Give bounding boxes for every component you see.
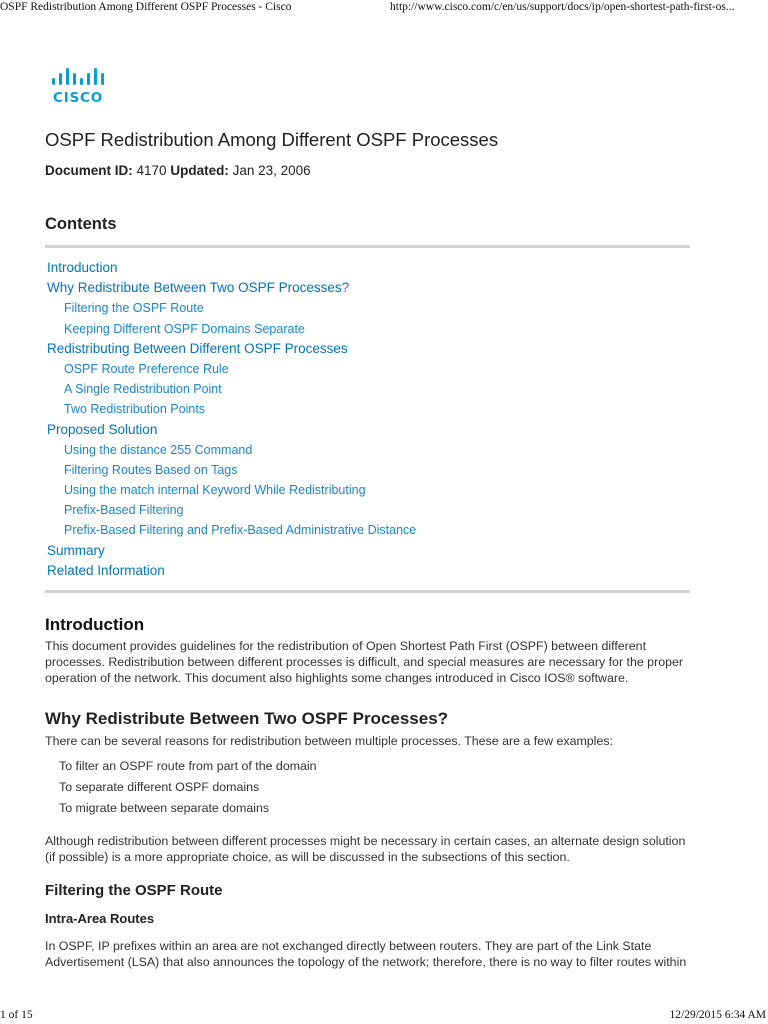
cisco-bridge-icon: [52, 67, 108, 87]
print-footer-datetime: 12/29/2015 6:34 AM: [669, 1009, 766, 1021]
toc-item: [47, 399, 687, 419]
toc-item: [47, 480, 687, 500]
introduction-section: [45, 615, 695, 635]
toc-item: [47, 258, 687, 278]
document-meta: [45, 163, 311, 178]
toc-item: [47, 541, 687, 561]
toc-item: [47, 440, 687, 460]
updated-value: Jan 23, 2006: [232, 163, 311, 178]
introduction-heading: Introduction: [45, 615, 145, 634]
toc-item: [47, 500, 687, 520]
toc-link-prefix-based-filtering[interactable]: Prefix-Based Filtering: [64, 503, 184, 518]
toc-item: [47, 379, 687, 399]
toc-link-route-preference-rule[interactable]: OSPF Route Preference Rule: [64, 361, 229, 376]
toc-link-match-internal[interactable]: Using the match internal Keyword While Redistributing: [64, 483, 366, 498]
toc-link-prefix-based-distance[interactable]: Prefix-Based Filtering and Prefix-Based Administrative Distance: [64, 523, 417, 538]
document-id-value: 4170: [136, 163, 167, 178]
contents-top-divider: [45, 245, 690, 248]
toc-link-distance-255[interactable]: Using the distance 255 Command: [64, 442, 253, 457]
cisco-logo[interactable]: [50, 67, 110, 107]
toc-item: [47, 298, 687, 318]
toc-item: [47, 278, 687, 298]
print-header-url: http://www.cisco.com/c/en/us/support/docs/ip/open-shortest-path-first-os...: [390, 1, 735, 13]
cisco-logo-text: CISCO: [53, 90, 104, 106]
toc-item: [47, 319, 687, 339]
list-item: To filter an OSPF route from part of the domain: [59, 759, 317, 773]
page-title: OSPF Redistribution Among Different OSPF Processes: [45, 129, 499, 150]
why-closing: Although redistribution between different processes might be necessary in certain cases, an alternate design solution (if possible) is a more appropriate choice, as will be discussed in the subsections of this section.: [45, 834, 686, 864]
toc-link-related-information[interactable]: Related Information: [47, 562, 165, 578]
toc-item: [47, 420, 687, 440]
toc-link-filtering-tags[interactable]: Filtering Routes Based on Tags: [64, 462, 238, 477]
toc-link-redistributing-between[interactable]: Redistributing Between Different OSPF Processes: [47, 340, 348, 356]
toc-item: [47, 359, 687, 379]
toc-item: [47, 460, 687, 480]
list-item: To migrate between separate domains: [59, 801, 270, 815]
contents-bottom-divider: [45, 590, 690, 593]
introduction-body: This document provides guidelines for the redistribution of Open Shortest Path First (OSPF) between different processes. Redistribution between different processes is difficult, and special measures are necessary for the proper operation of the network. This document also highlights some changes introduced in Cisco IOS® software.: [45, 639, 683, 685]
toc-link-introduction[interactable]: Introduction: [47, 260, 118, 275]
toc-item: [47, 339, 687, 359]
intra-area-heading: Intra-Area Routes: [45, 911, 155, 926]
intra-area-body: In OSPF, IP prefixes within an area are not exchanged directly between routers. They are part of the Link State Advertisement (LSA) that also announces the topology of the network; therefore, there is no way to filter routes within: [45, 939, 687, 969]
print-footer-page: 1 of 15: [0, 1009, 33, 1021]
updated-label: Updated:: [170, 163, 229, 178]
intra-area-subsection: [45, 911, 695, 926]
why-intro: There can be several reasons for redistribution between multiple processes. These are a few examples:: [45, 734, 613, 748]
filtering-section: [45, 882, 695, 899]
toc-link-proposed-solution[interactable]: Proposed Solution: [47, 421, 158, 437]
document-id-label: Document ID:: [45, 163, 133, 178]
toc-link-single-redistribution-point[interactable]: A Single Redistribution Point: [64, 382, 222, 397]
print-footer: [0, 1007, 768, 1023]
print-header: [0, 0, 768, 16]
toc-item: [47, 520, 687, 540]
toc-link-why-redistribute[interactable]: Why Redistribute Between Two OSPF Processes?: [47, 280, 350, 296]
why-bullet-list: [45, 756, 695, 819]
toc-item: [47, 561, 687, 581]
print-header-title: OSPF Redistribution Among Different OSPF Processes - Cisco: [0, 1, 292, 13]
why-heading: Why Redistribute Between Two OSPF Processes?: [45, 709, 449, 728]
toc-link-two-redistribution-points[interactable]: Two Redistribution Points: [64, 402, 206, 417]
table-of-contents: [47, 258, 687, 581]
toc-link-keeping-domains-separate[interactable]: Keeping Different OSPF Domains Separate: [64, 321, 305, 336]
filtering-heading: Filtering the OSPF Route: [45, 882, 223, 899]
list-item: To separate different OSPF domains: [59, 780, 260, 794]
toc-link-filtering-ospf-route[interactable]: Filtering the OSPF Route: [64, 301, 204, 316]
toc-link-summary[interactable]: Summary: [47, 542, 105, 558]
why-section: [45, 709, 695, 729]
contents-heading: Contents: [45, 215, 117, 233]
